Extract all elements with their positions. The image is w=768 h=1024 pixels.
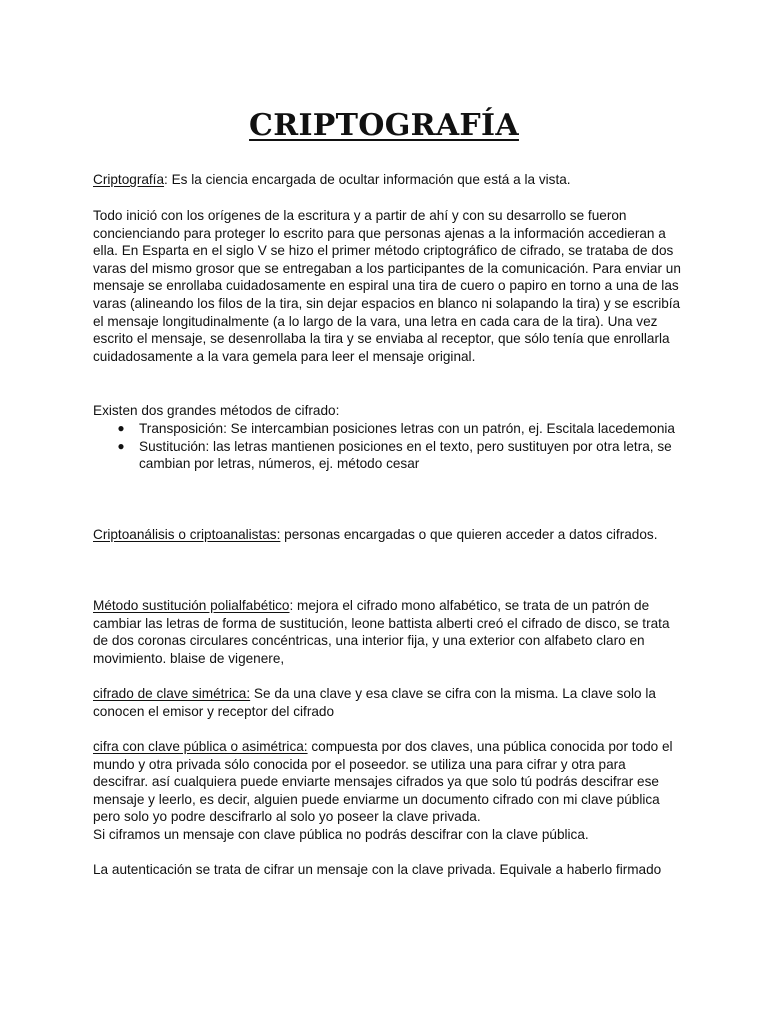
history-paragraph: Todo inició con los orígenes de la escritura y a partir de ahí y con su desarrollo se fueron concienciando para proteger lo escrito para que personas ajenas a la información accedieran a ella. En Esparta en el siglo V se hizo el primer método criptográfico de cifrado, se trataba de dos varas del mismo grosor que se entregaban a los participantes de la comunicación. Para enviar un mensaje se enrollaba cuidadosamente en espiral una tira de cuero o papiro en torno a una de las varas (alineando los filos de la tira, sin dejar espacios en blanco ni solapando la tira) y se escribía el mensaje longitudinalmente (a lo largo de la vara, una letra en cada cara de la tira). Una vez escrito el mensaje, se desenrollaba la tira y se enviaba al receptor, que sólo tenía que enrollarla cuidadosamente a la vara gemela para leer el mensaje original. xyxy=(93,208,681,364)
methods-intro: Existen dos grandes métodos de cifrado: xyxy=(93,403,340,418)
cryptanalysis-text: personas encargadas o que quieren acceder a datos cifrados. xyxy=(280,527,658,542)
bullet-icon: ● xyxy=(117,438,125,453)
asymmetric-note: Si ciframos un mensaje con clave pública no podrás descifrar con la clave pública. xyxy=(93,826,589,842)
method-substitution: Sustitución: las letras mantienen posiciones en el texto, pero sustituyen por otra letra, se cambian por letras, números, ej. método cesar xyxy=(139,438,672,472)
method-transposition: Transposición: Se intercambian posiciones letras con un patrón, ej. Escitala lacedemonia xyxy=(139,421,675,436)
asymmetric-text: compuesta por dos claves, una pública conocida por todo el mundo y otra privada sólo conocida por el poseedor. se utiliza una para cifrar y otra para descifrar. así cualquiera puede enviarte mensajes cifrados ya que solo tú podrás descifrar ese mensaje y leerlo, es decir, alguien puede enviarme un documento cifrado con mi clave pública pero solo yo podre descifrarlo al solo yo poseer la clave privada. xyxy=(93,739,673,825)
authentication-paragraph: La autenticación se trata de cifrar un mensaje con la clave privada. Equivale a haberlo firmado xyxy=(93,862,662,877)
methods-list xyxy=(93,420,683,473)
asymmetric-term: cifra con clave pública o asimétrica: xyxy=(93,739,308,754)
symmetric-text: Se da una clave y esa clave se cifra con la misma. La clave solo la conocen el emisor y receptor del cifrado xyxy=(93,686,656,719)
asymmetric-paragraph xyxy=(93,738,683,844)
page-title: CRIPTOGRAFÍA xyxy=(249,108,519,144)
definition-text: : Es la ciencia encargada de ocultar información que está a la vista. xyxy=(164,172,571,187)
polyalphabetic-term: Método sustitución polialfabético xyxy=(93,598,290,613)
polyalphabetic-paragraph xyxy=(93,597,683,667)
symmetric-paragraph xyxy=(93,685,683,720)
cryptanalysis-paragraph xyxy=(93,526,683,544)
cryptanalysis-term: Criptoanálisis o criptoanalistas: xyxy=(93,527,281,542)
list-item xyxy=(93,420,683,438)
list-item xyxy=(93,438,683,473)
definition-paragraph xyxy=(93,171,683,189)
symmetric-term: cifrado de clave simétrica: xyxy=(93,686,251,701)
definition-term: Criptografía xyxy=(93,172,165,187)
bullet-icon: ● xyxy=(117,421,125,435)
polyalphabetic-text: : mejora el cifrado mono alfabético, se trata de un patrón de cambiar las letras de forma de sustitución, leone battista alberti creó el cifrado de disco, se trata de dos coronas circulares concéntricas, una interior fija, y una exterior con alfabeto claro en movimiento. blaise de vigenere, xyxy=(93,598,670,666)
